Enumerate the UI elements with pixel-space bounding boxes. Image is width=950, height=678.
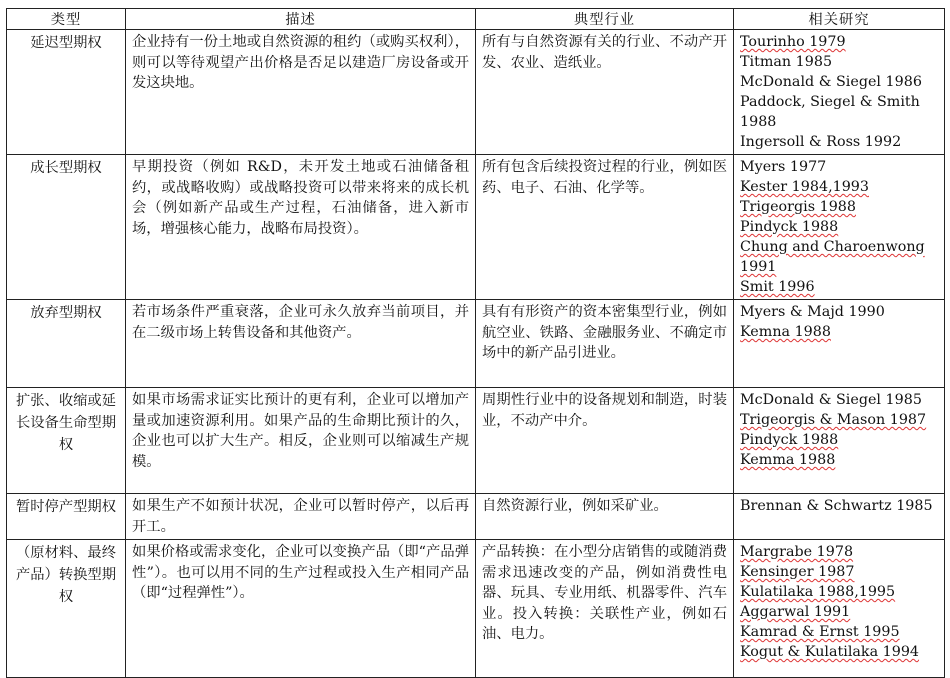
option-description: 若市场条件严重衰落，企业可永久放弃当前项目，并在二级市场上转售设备和其他资产。	[126, 300, 476, 388]
reference-item: Smit 1996	[740, 279, 815, 295]
option-type: 放弃型期权	[7, 300, 126, 388]
references	[734, 30, 945, 155]
reference-item: Kemma 1988	[740, 452, 836, 468]
reference-item: Kemna 1988	[740, 324, 831, 340]
option-description: 如果市场需求证实比预计的更有利，企业可以增加产量或加速资源利用。如果产品的生命期比预计的久，企业也可以扩大生产。相反，企业则可以缩减生产规模。	[126, 388, 476, 494]
references	[734, 155, 945, 300]
option-description: 如果生产不如预计状况，企业可以暂时停产，以后再开工。	[126, 494, 476, 540]
reference-item: Kulatilaka 1988,1995	[740, 584, 896, 600]
reference-item: Trigeorgis & Mason 1987	[740, 412, 927, 428]
typical-industry: 具有有形资产的资本密集型行业，例如航空业、铁路、金融服务业、不确定市场中的新产品引进业。	[476, 300, 734, 388]
table-row	[7, 388, 945, 494]
table-row	[7, 494, 945, 540]
references	[734, 494, 945, 540]
table-header-row	[7, 9, 945, 30]
reference-item: Tourinho 1979	[740, 34, 846, 50]
typical-industry: 周期性行业中的设备规划和制造，时装业，不动产中介。	[476, 388, 734, 494]
reference-item: Myers & Majd 1990	[740, 304, 885, 320]
typical-industry: 自然资源行业，例如采矿业。	[476, 494, 734, 540]
reference-item: Kogut & Kulatilaka 1994	[740, 644, 920, 660]
option-type: 暂时停产型期权	[7, 494, 126, 540]
table-row	[7, 155, 945, 300]
header-references: 相关研究	[734, 9, 945, 30]
reference-item: Aggarwal 1991	[740, 604, 851, 620]
reference-item: Trigeorgis 1988	[740, 199, 856, 215]
references	[734, 300, 945, 388]
option-description: 企业持有一份土地或自然资源的租约（或购买权利），则可以等待观望产出价格是否足以建造厂房设备或开发这块地。	[126, 30, 476, 155]
typical-industry: 所有与自然资源有关的行业、不动产开发、农业、造纸业。	[476, 30, 734, 155]
option-type: 延迟型期权	[7, 30, 126, 155]
reference-item: Margrabe 1978	[740, 544, 854, 560]
table-row	[7, 30, 945, 155]
header-industry: 典型行业	[476, 9, 734, 30]
table-row	[7, 300, 945, 388]
reference-item: McDonald & Siegel 1985	[740, 392, 922, 408]
option-type: 扩张、收缩或延长设备生命型期权	[7, 388, 126, 494]
option-description: 早期投资（例如 R&D，未开发土地或石油储备租约，或战略收购）或战略投资可以带来将来的成长机会（例如新产品或生产过程，石油储备，进入新市场，增强核心能力，战略布局投资）。	[126, 155, 476, 300]
table-row	[7, 540, 945, 678]
reference-item: Kensinger 1987	[740, 564, 855, 580]
reference-item: Ingersoll & Ross 1992	[740, 134, 902, 150]
reference-item: Brennan & Schwartz 1985	[740, 498, 933, 514]
option-description: 如果价格或需求变化，企业可以变换产品（即“产品弹性”）。也可以用不同的生产过程或投入生产相同产品（即“过程弹性”）。	[126, 540, 476, 678]
references	[734, 540, 945, 678]
reference-item: Myers 1977	[740, 159, 827, 175]
option-type: （原材料、最终产品）转换型期权	[7, 540, 126, 678]
typical-industry: 所有包含后续投资过程的行业，例如医药、电子、石油、化学等。	[476, 155, 734, 300]
header-description: 描述	[126, 9, 476, 30]
reference-item: Pindyck 1988	[740, 432, 839, 448]
typical-industry: 产品转换：在小型分店销售的或随消费需求迅速改变的产品，例如消费性电器、玩具、专业用纸、机器零件、汽车业。投入转换：关联性产业，例如石油、电力。	[476, 540, 734, 678]
reference-item: McDonald & Siegel 1986	[740, 74, 922, 90]
reference-item: Kamrad & Ernst 1995	[740, 624, 900, 640]
reference-item: Paddock, Siegel & Smith 1988	[740, 94, 920, 130]
reference-item: Titman 1985	[740, 54, 833, 70]
reference-item: Kester 1984,1993	[740, 179, 869, 195]
reference-item: Chung and Charoenwong 1991	[740, 239, 925, 275]
real-options-table	[6, 8, 945, 678]
references	[734, 388, 945, 494]
reference-item: Pindyck 1988	[740, 219, 839, 235]
header-type: 类型	[7, 9, 126, 30]
option-type: 成长型期权	[7, 155, 126, 300]
